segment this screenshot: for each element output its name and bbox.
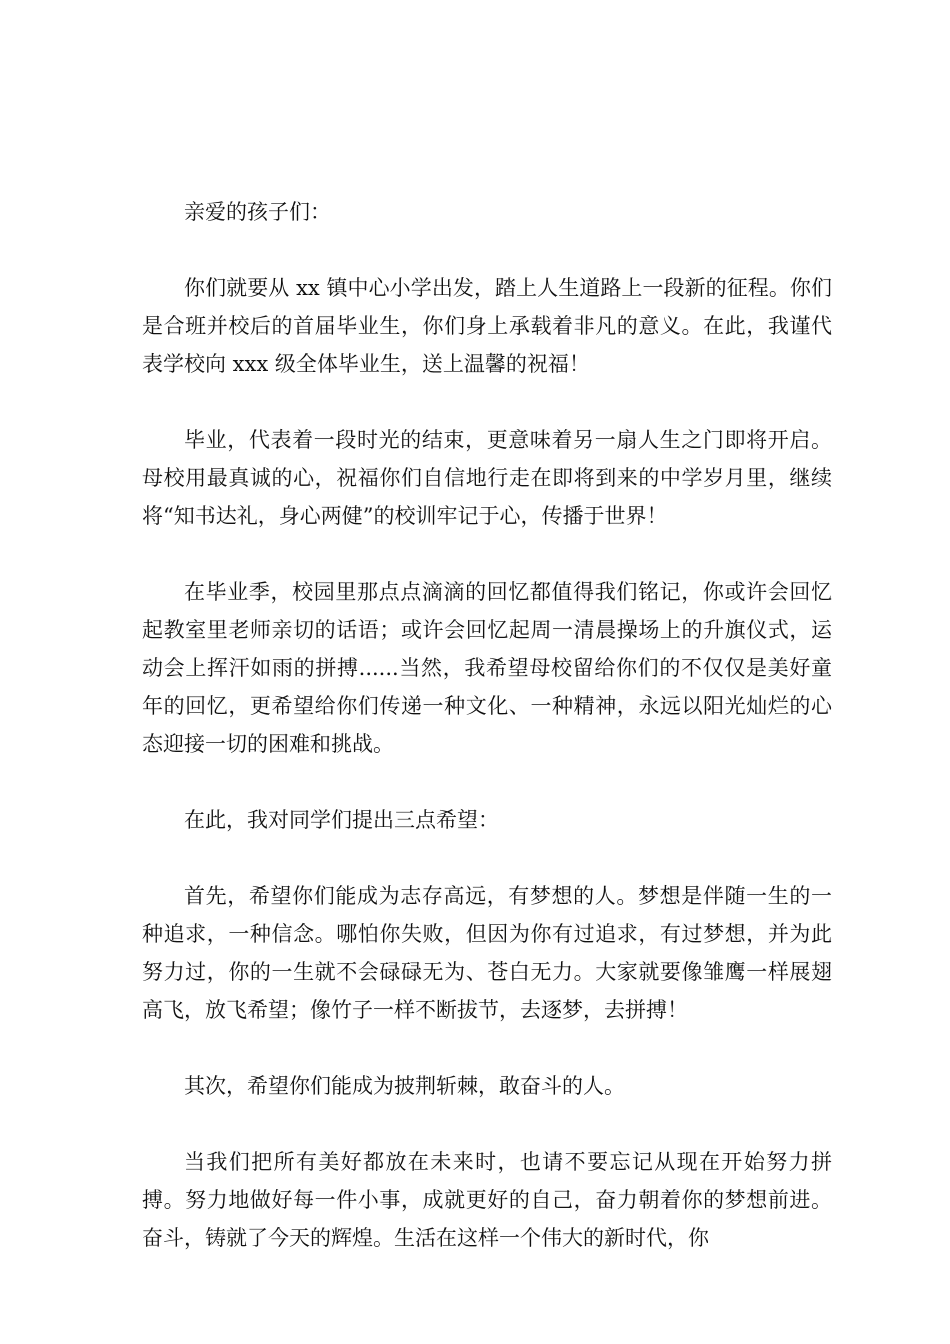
paragraph-2: 毕业，代表着一段时光的结束，更意味着另一扇人生之门即将开启。母校用最真诚的心，祝福你们自信地行走在即将到来的中学岁月里，继续将“知书达礼，身心两健”的校训牢记于心，传播于世界！ <box>142 428 832 528</box>
paragraph-5: 首先，希望你们能成为志存高远，有梦想的人。梦想是伴随一生的一种追求，一种信念。哪怕你失败，但因为你有过追求，有过梦想，并为此努力过，你的一生就不会碌碌无为、苍白无力。大家就要像雏鹰一样展翅高飞，放飞希望；像竹子一样不断拔节，去逐梦，去拼搏！ <box>142 884 832 1022</box>
paragraph-6: 其次，希望你们能成为披荆斩棘，敢奋斗的人。 <box>184 1074 625 1098</box>
paragraph-salutation: 亲爱的孩子们： <box>184 200 331 224</box>
paragraph-3: 在毕业季，校园里那点点滴滴的回忆都值得我们铭记，你或许会回忆起教室里老师亲切的话语；或许会回忆起周一清晨操场上的升旗仪式，运动会上挥汗如雨的拼搏......当然，我希望母校留给你们的不仅仅是美好童年的回忆，更希望给你们传递一种文化、一种精神，永远以阳光灿烂的心态迎接一切的困难和挑战。 <box>142 580 832 756</box>
letter-body <box>142 193 832 1295</box>
paragraph-4: 在此，我对同学们提出三点希望： <box>184 808 499 832</box>
paragraph-7: 当我们把所有美好都放在未来时，也请不要忘记从现在开始努力拼搏。努力地做好每一件小事，成就更好的自己，奋力朝着你的梦想前进。奋斗，铸就了今天的辉煌。生活在这样一个伟大的新时代，你 <box>142 1150 832 1250</box>
paragraph-1: 你们就要从 xx 镇中心小学出发，踏上人生道路上一段新的征程。你们是合班并校后的首届毕业生，你们身上承载着非凡的意义。在此，我谨代表学校向 xxx 级全体毕业生，送上温馨的祝福！ <box>142 276 832 376</box>
